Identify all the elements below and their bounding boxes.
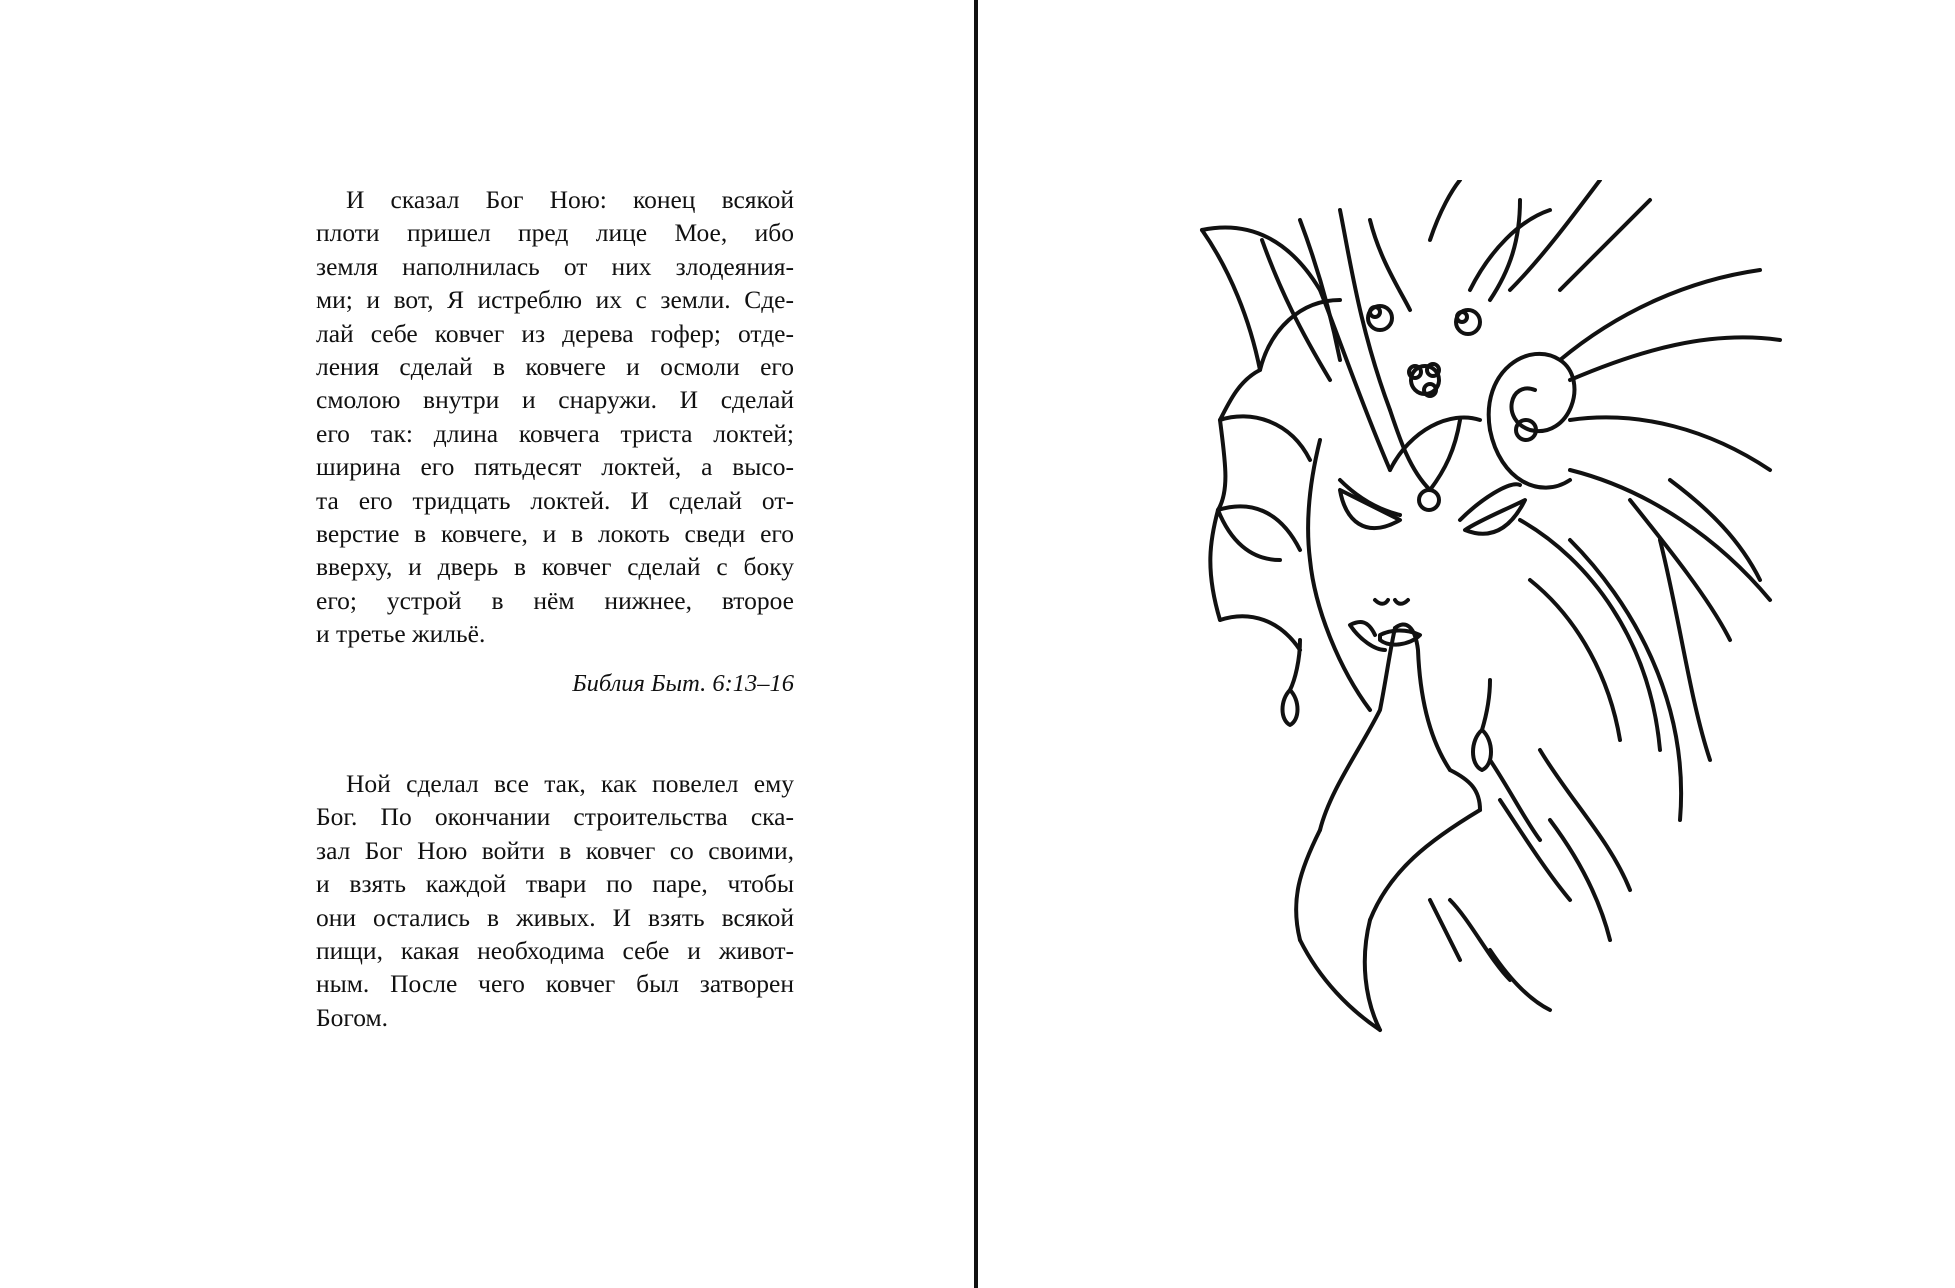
passage-line: они остались в живых. И взять всякой [316,902,794,932]
passage-line: верстие в ковчеге, и в локоть сведи его [316,518,794,548]
passage-line: ми; и вот, Я истреблю их с земли. Сде- [316,285,794,315]
passage-line: вверху, и дверь в ковчег сделай с боку [316,552,794,582]
passage-line: ления сделай в ковчеге и осмоли его [316,351,794,381]
passage-narrative [316,767,794,1034]
passage-line: ширина его пятьдесят локтей, а высо- [316,452,794,482]
passage-line: Бог. По окончании строительства ска- [316,802,794,832]
left-page [0,0,975,1288]
passage-line: его так: длина ковчега триста локтей; [316,418,794,448]
passage-line: и третье жильё. [316,619,486,649]
bible-citation: Библия Быт. 6:13–16 [572,670,794,697]
passage-genesis [316,183,794,650]
passage-line: Богом. [316,1002,388,1032]
passage-line: И сказал Бог Ною: конец всякой [346,185,794,214]
passage-line: и взять каждой твари по паре, чтобы [316,869,794,899]
passage-line: ным. После чего ковчег был затворен [316,969,794,999]
passage-line: земля наполнилась от них злодеяния- [316,251,794,281]
masked-woman-line-drawing-icon [1190,180,1830,1120]
passage-line: Ной сделал все так, как повелел ему [346,769,794,798]
passage-line: смолою внутри и снаружи. И сделай [316,385,794,415]
passage-line: лай себе ковчег из дерева гофер; отде- [316,318,794,348]
passage-line: та его тридцать локтей. И сделай от- [316,485,794,515]
passage-line: его; устрой в нём нижнее, второе [316,585,794,615]
passage-line: пищи, какая необходима себе и живот- [316,935,794,965]
passage-line: плоти пришел пред лице Мое, ибо [316,218,794,248]
passage-line: зал Бог Ною войти в ковчег со своими, [316,835,794,865]
